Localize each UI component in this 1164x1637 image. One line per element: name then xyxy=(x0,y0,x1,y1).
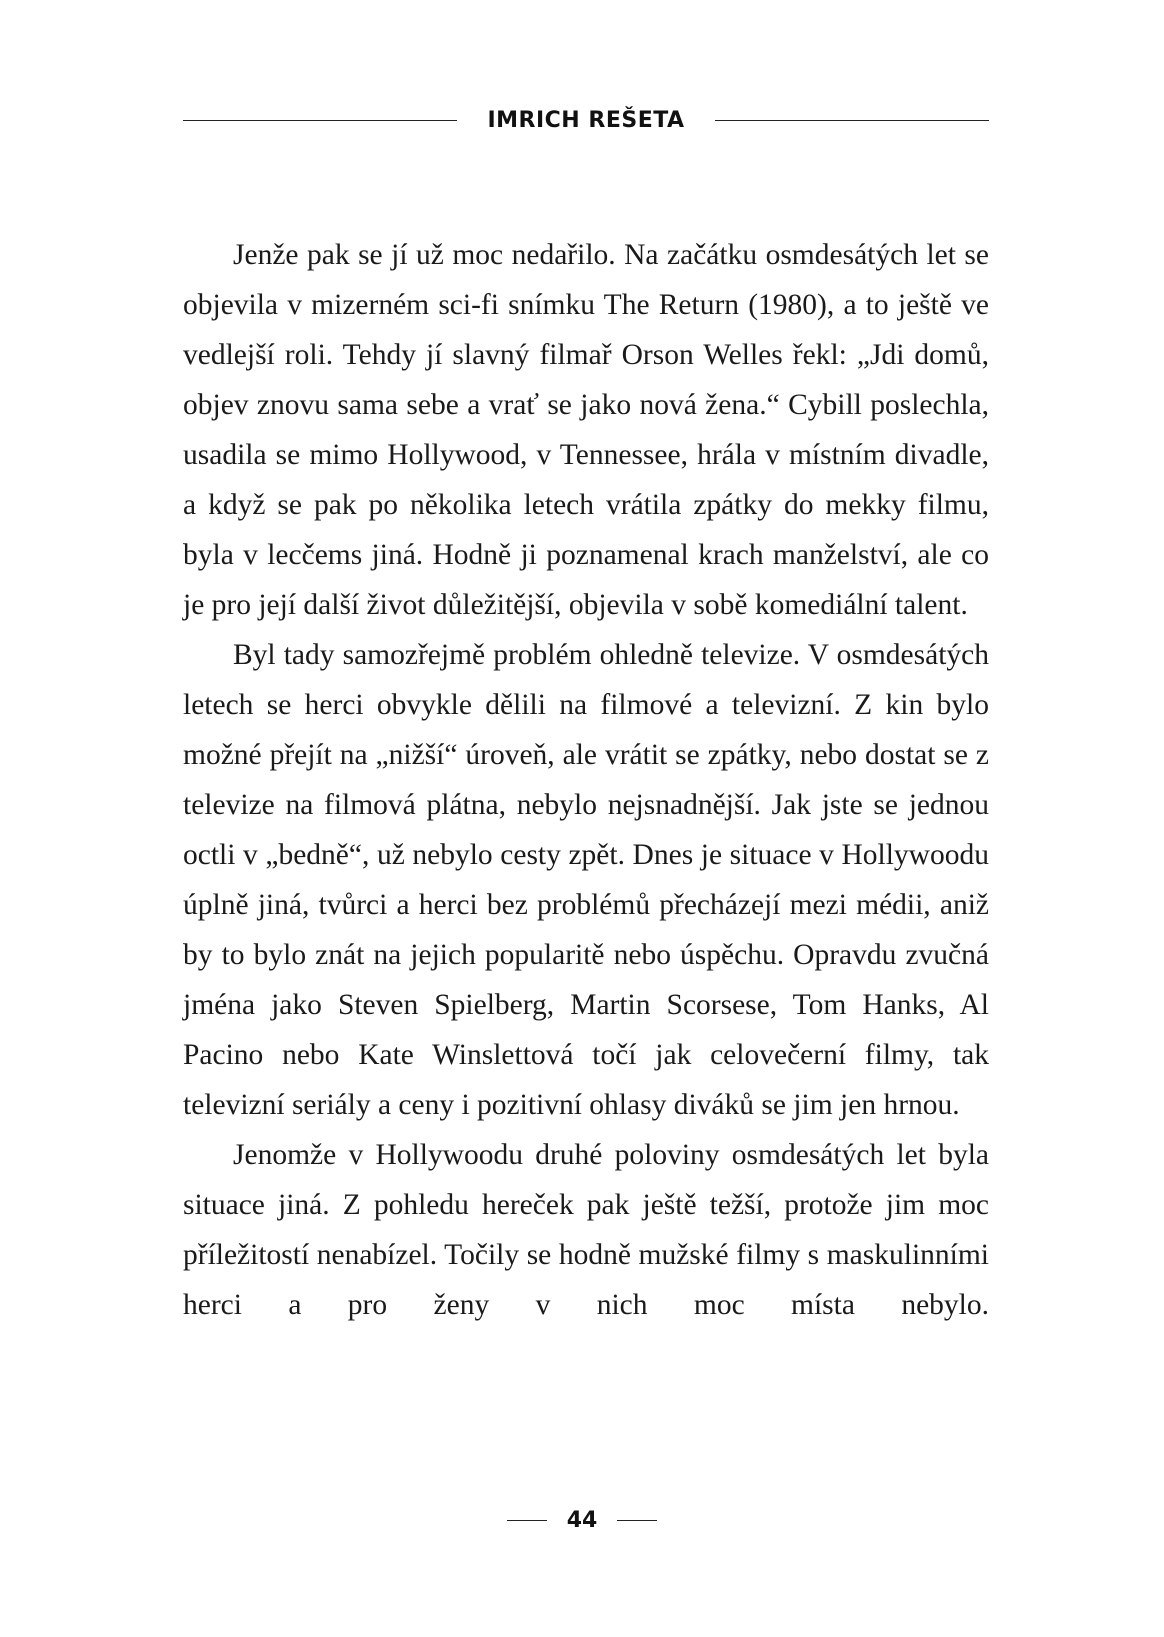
page-footer xyxy=(0,1500,1164,1540)
page-number: 44 xyxy=(566,1507,598,1533)
paragraph-1: Jenže pak se jí už moc nedařilo. Na začátku osmdesátých let se objevila v mizerném sci-fi snímku The Return (1980), a to ještě ve vedlejší roli. Tehdy jí slavný filmař Orson Welles řekl: „Jdi domů, objev znovu sama sebe a vrať se jako nová žena.“ Cybill poslechla, usadila se mimo Hollywood, v Tennessee, hrála v místním divadle, a když se pak po několika letech vrátila zpátky do mekky filmu, byla v lecčems jiná. Hodně ji poznamenal krach manželství, ale co je pro její další život důležitější, objevila v sobě komediální talent. xyxy=(183,239,989,621)
footer-rule-right xyxy=(617,1520,657,1521)
body-text xyxy=(183,230,989,1330)
header-rule-left xyxy=(183,120,457,121)
footer-rule-left xyxy=(507,1520,547,1521)
running-header xyxy=(183,100,989,140)
paragraph-3: Jenomže v Hollywoodu druhé poloviny osmdesátých let byla situace jiná. Z pohledu hereček pak ještě težší, protože jim moc příležitostí nenabízel. Točily se hodně mužské filmy s maskulinními herci a pro ženy v nich moc místa nebylo. xyxy=(183,1139,989,1321)
author-name: IMRICH REŠETA xyxy=(487,107,685,133)
paragraph-2: Byl tady samozřejmě problém ohledně televize. V osmdesátých letech se herci obvykle dělili na filmové a televizní. Z kin bylo možné přejít na „nižší“ úroveň, ale vrátit se zpátky, nebo dostat se z televize na filmová plátna, nebylo nejsnadnější. Jak jste se jednou octli v „bedně“, už nebylo cesty zpět. Dnes je situace v Hollywoodu úplně jiná, tvůrci a herci bez problémů přecházejí mezi médii, aniž by to bylo znát na jejich popularitě nebo úspěchu. Opravdu zvučná jména jako Steven Spielberg, Martin Scorsese, Tom Hanks, Al Pacino nebo Kate Winslettová točí jak celovečerní filmy, tak televizní seriály a ceny i pozitivní ohlasy diváků se jim jen hrnou. xyxy=(183,639,989,1121)
header-rule-right xyxy=(715,120,989,121)
